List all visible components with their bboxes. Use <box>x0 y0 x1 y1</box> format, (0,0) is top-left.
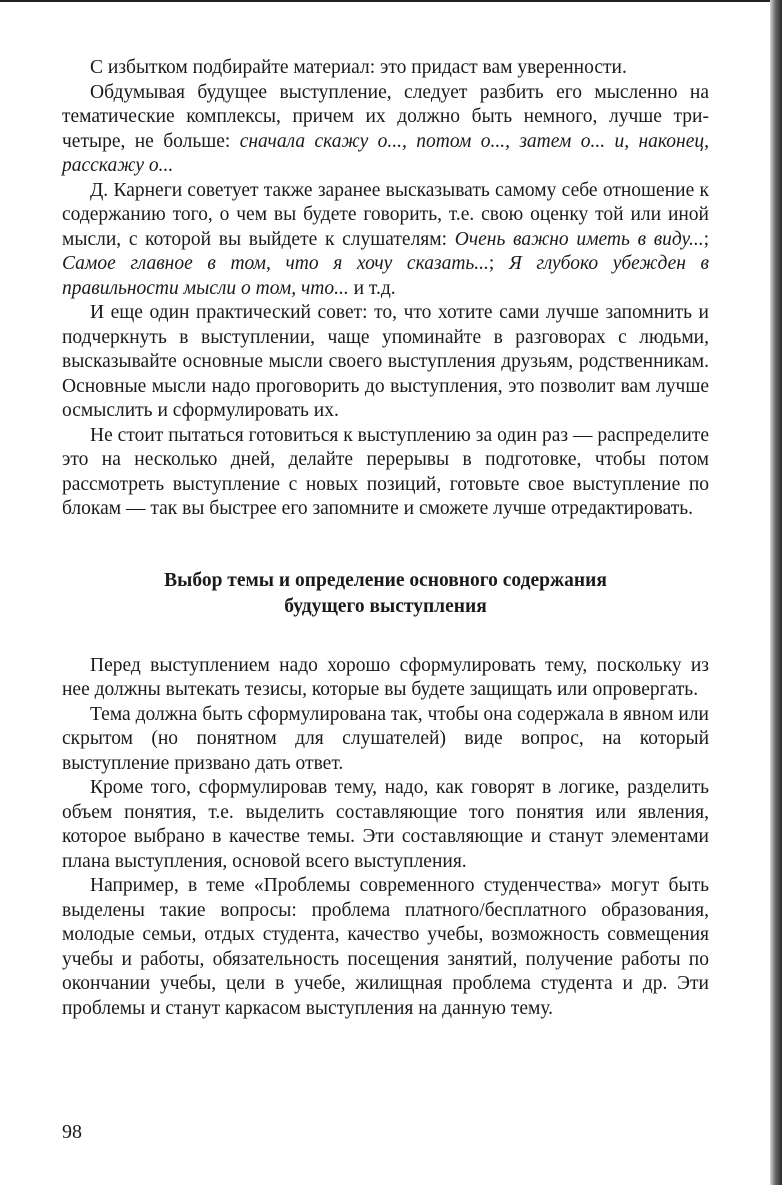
page-top-border <box>0 0 770 2</box>
text-block-top <box>62 56 709 522</box>
page-number: 98 <box>62 1121 82 1143</box>
text-block-bottom <box>62 654 709 1022</box>
section-heading-line-2: будущего выступления <box>284 595 487 617</box>
paragraph <box>62 424 709 522</box>
paragraph <box>62 301 709 424</box>
paragraph <box>62 776 709 874</box>
italic-text: Самое главное в том, что я хочу сказать... <box>62 253 489 274</box>
text-run: ; <box>703 228 710 250</box>
text-run: Не стоит пытаться готовиться к выступлению за один раз — распределите это на несколько дней, делайте перерывы в подготовке, чтобы потом рассмотреть выступление с новых позиций, готовьте свое выступление по блокам — так вы быстрее его запомните и сможете лучше отредактировать. <box>62 424 709 519</box>
page-binding-shadow <box>770 0 782 1185</box>
paragraph <box>62 703 709 777</box>
text-run: И еще один практический совет: то, что хотите сами лучше запомнить и подчеркнуть в выступлении, чаще упоминайте в разговорах с людьми, высказывайте основные мысли своего выступления друзьям, родственникам. Основные мысли надо проговорить до выступления, это позволит вам лучше осмыслить и сформулировать их. <box>62 302 709 421</box>
text-run: Тема должна быть сформулирована так, чтобы она содержала в явном или скрытом (но понятном для слушателей) виде вопрос, на который выступление призвано дать ответ. <box>62 703 709 774</box>
text-run: Д. Карнеги советует также заранее высказывать самому себе отношение к содержанию того, о чем вы будете говорить, т.е. свою оценку той или иной мысли, с которой вы выйдете к слушателям: <box>62 179 709 250</box>
text-run: Кроме того, сформулировав тему, надо, как говорят в логике, разделить объем понятия, т.е. выделить составляющие того понятия или явления, которое выбрано в качестве темы. Эти составляющие и станут элементами плана выступления, основой всего выступления. <box>62 777 709 872</box>
section-heading <box>62 568 709 620</box>
italic-text: Я глубоко убежден в правильности мысли о том, что... <box>62 253 709 299</box>
text-run: С избытком подбирайте материал: это придаст вам уверенности. <box>90 57 627 78</box>
page-text <box>62 56 709 1021</box>
paragraph <box>62 81 709 179</box>
italic-text: Очень важно иметь в виду... <box>454 228 704 250</box>
text-run: и т.д. <box>348 277 396 299</box>
text-run: Например, в теме «Проблемы современного студенчества» могут быть выделены такие вопросы: проблема платного/бесплатного образования, молодые семьи, отдых студента, качество учебы, возможность совмещения учебы и работы, обязательность посещения занятий, получение работы по окончании учебы, цели в учебе, жилищная проблема студента и др. Эти проблемы и станут каркасом выступления на данную тему. <box>62 875 709 1019</box>
paragraph <box>62 874 709 1021</box>
paragraph <box>62 654 709 703</box>
paragraph <box>62 56 709 81</box>
text-run: Обдумывая будущее выступление, следует разбить его мысленно на тематические комплексы, причем их должно быть немного, лучше три-четыре, не больше: <box>62 81 709 152</box>
paragraph <box>62 179 709 302</box>
section-heading-line-1: Выбор темы и определение основного содержания <box>164 569 607 591</box>
italic-text: сначала скажу о..., потом о..., затем о... и, наконец, расскажу о... <box>62 130 710 176</box>
text-run: Перед выступлением надо хорошо сформулировать тему, поскольку из нее должны вытекать тезисы, которые вы будете защищать или опровергать. <box>62 654 709 700</box>
text-run: ; <box>488 253 509 274</box>
